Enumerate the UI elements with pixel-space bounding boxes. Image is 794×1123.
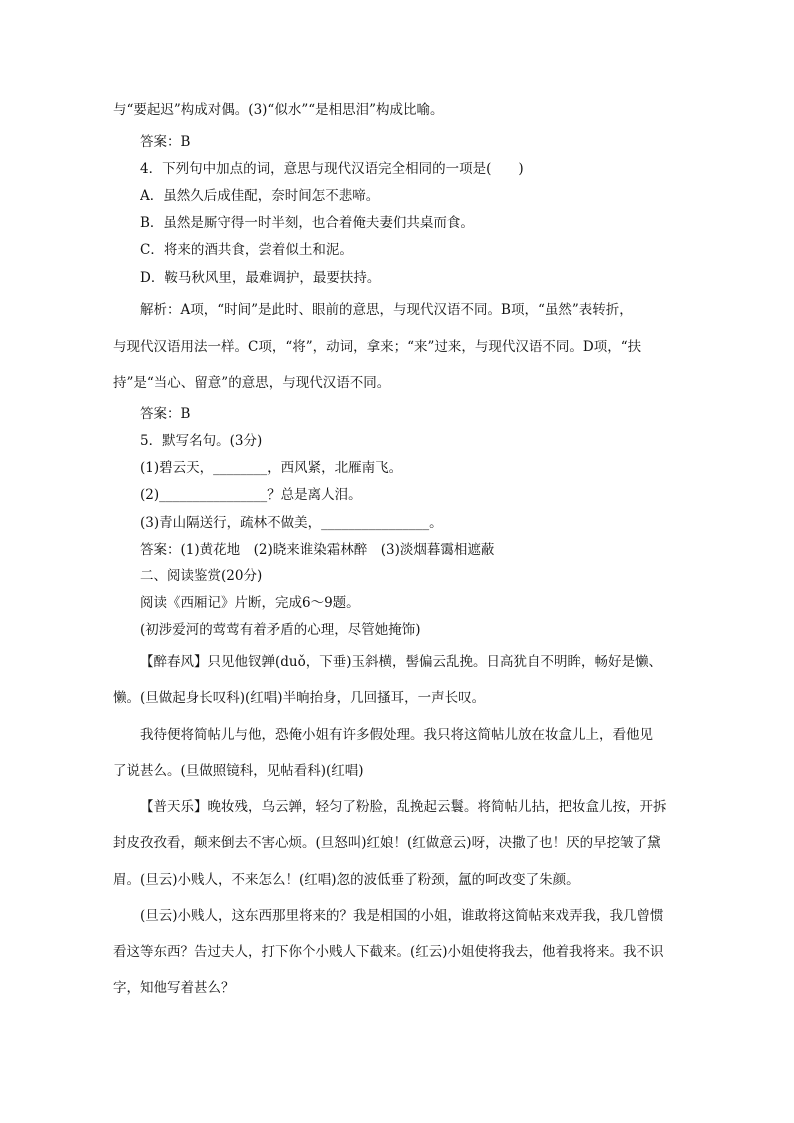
- option-d: D．鞍马秋风里，最难调护，最要扶持。: [140, 270, 381, 286]
- question-5: 5．默写名句。(3分): [140, 433, 263, 449]
- reading-instruction: 阅读《西厢记》片断，完成6～9题。: [140, 595, 360, 611]
- option-b: B．虽然是厮守得一时半刻，也合着俺夫妻们共桌而食。: [140, 215, 474, 231]
- analysis-line: 持”是“当心、留意”的意思，与现代汉语不同。: [113, 375, 391, 391]
- passage-line: 封皮孜孜看，颠来倒去不害心烦。(旦怒叫)红娘！(红做意云)呀，决撒了也！厌的早挖皱了黛: [113, 835, 661, 851]
- answer-line: 答案：(1)黄花地 (2)晓来谁染霜林醉 (3)淡烟暮霭相遮蔽: [140, 542, 495, 558]
- blank-line-2: (2)________________？总是离人泪。: [140, 487, 362, 503]
- passage-line: 【普天乐】晚妆残，乌云亸，轻匀了粉脸，乱挽起云鬟。将简帖儿拈，把妆盒儿按，开拆: [140, 799, 667, 815]
- text-line: 与“要起迟”构成对偶。(3)“似水”“是相思泪”构成比喻。: [113, 102, 444, 118]
- option-c: C．将来的酒共食，尝着似土和泥。: [140, 242, 353, 258]
- passage-line: 眉。(旦云)小贱人，不来怎么！(红唱)忽的波低垂了粉颈，氲的呵改变了朱颜。: [113, 872, 580, 888]
- answer-line: 答案：B: [140, 134, 191, 150]
- passage-line: (旦云)小贱人，这东西那里将来的？我是相国的小姐，谁敢将这简帖来戏弄我，我几曾惯: [140, 908, 664, 924]
- passage-line: 看这等东西？告过夫人，打下你个小贱人下截来。(红云)小姐使将我去，他着我将来。我不识: [113, 944, 664, 960]
- section-heading: 二、阅读鉴赏(20分): [140, 568, 263, 584]
- blank-line-1: (1)碧云天，________，西风紧，北雁南飞。: [140, 460, 403, 476]
- blank-line-3: (3)青山隔送行，疏林不做美，________________。: [140, 515, 443, 531]
- passage-line: 了说甚么。(旦做照镜科，见帖看科)(红唱): [113, 763, 364, 779]
- answer-line: 答案：B: [140, 406, 191, 422]
- passage-line: 【醉春风】只见他钗亸(duǒ，下垂)玉斜横，髻偏云乱挽。日高犹自不明眸，畅好是懒、: [140, 654, 662, 670]
- passage-line: 字，知他写着甚么？: [113, 980, 235, 996]
- analysis-line: 解析：A项，“时间”是此时、眼前的意思，与现代汉语不同。B项，“虽然”表转折，: [140, 302, 633, 318]
- question-4: 4．下列句中加点的词，意思与现代汉语完全相同的一项是( ): [140, 161, 524, 177]
- passage-line: 懒。(旦做起身长叹科)(红唱)半晌抬身，几回搔耳，一声长叹。: [113, 690, 486, 706]
- passage-intro: (初涉爱河的莺莺有着矛盾的心理，尽管她掩饰): [140, 622, 421, 638]
- option-a: A．虽然久后成佳配，奈时间怎不悲啼。: [140, 188, 380, 204]
- analysis-line: 与现代汉语用法一样。C项，“将”，动词，拿来；“来”过来，与现代汉语不同。D项，“扶: [113, 339, 642, 355]
- passage-line: 我待便将简帖儿与他，恐俺小姐有许多假处理。我只将这简帖儿放在妆盒儿上，看他见: [140, 727, 653, 743]
